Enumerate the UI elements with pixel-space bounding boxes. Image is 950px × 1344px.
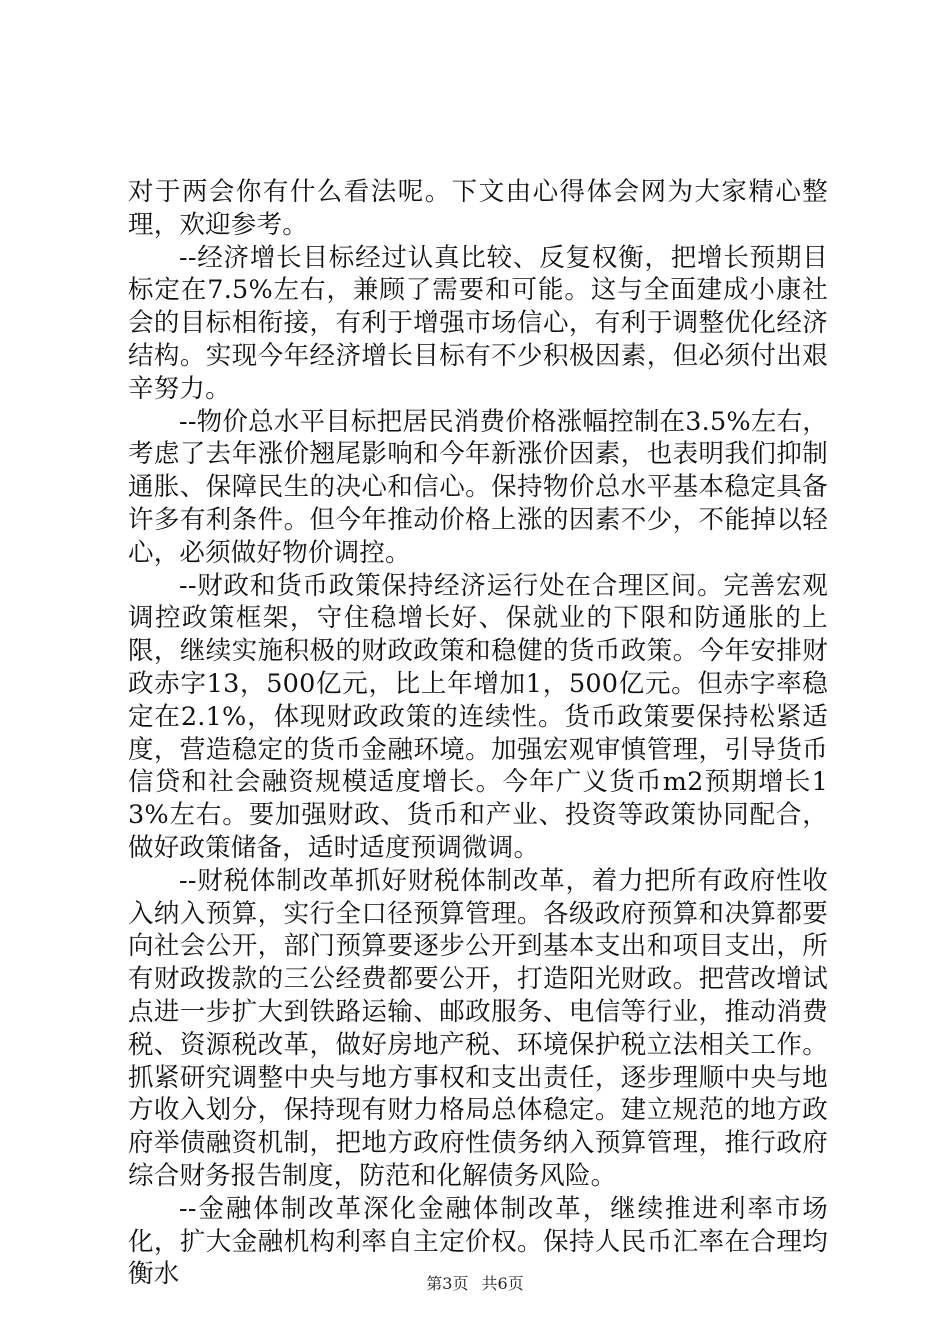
page-number: 第3页 <box>426 1274 469 1293</box>
document-body <box>128 176 828 1291</box>
paragraph-intro: 对于两会你有什么看法呢。下文由心得体会网为大家精心整理，欢迎参考。 <box>128 177 828 240</box>
paragraph-fiscal-monetary: --财政和货币政策保持经济运行处在合理区间。完善宏观调控政策框架，守住稳增长好、保就业的下限和防通胀的上限，继续实施积极的财政政策和稳健的货币政策。今年安排财政赤字13，500亿元，比上年增加1，500亿元。但赤字率稳定在2.1%，体现财政政策的连续性。货币政策要保持松紧适度，营造稳定的货币金融环境。加强宏观审慎管理，引导货币信贷和社会融资规模适度增长。今年广义货币m2预期增长13%左右。要加强财政、货币和产业、投资等政策协同配合，做好政策储备，适时适度预调微调。 <box>128 570 828 863</box>
paragraph-economic-growth: --经济增长目标经过认真比较、反复权衡，把增长预期目标定在7.5%左右，兼顾了需要和可能。这与全面建成小康社会的目标相衔接，有利于增强市场信心，有利于调整优化经济结构。实现今年经济增长目标有不少积极因素，但必须付出艰辛努力。 <box>128 242 828 404</box>
paragraph-tax-reform: --财税体制改革抓好财税体制改革，着力把所有政府性收入纳入预算，实行全口径预算管理。各级政府预算和决算都要向社会公开，部门预算要逐步公开到基本支出和项目支出，所有财政拨款的三公经费都要公开，打造阳光财政。把营改增试点进一步扩大到铁路运输、邮政服务、电信等行业，推动消费税、资源税改革，做好房地产税、环境保护税立法相关工作。抓紧研究调整中央与地方事权和支出责任，逐步理顺中央与地方收入划分，保持现有财力格局总体稳定。建立规范的地方政府举债融资机制，把地方政府性债务纳入预算管理，推行政府综合财务报告制度，防范和化解债务风险。 <box>128 865 828 1191</box>
paragraph-financial-reform: --金融体制改革深化金融体制改革，继续推进利率市场化，扩大金融机构利率自主定价权。保持人民币汇率在合理均衡水 <box>128 1193 828 1290</box>
page-footer <box>0 1274 950 1294</box>
paragraph-price-level: --物价总水平目标把居民消费价格涨幅控制在3.5%左右，考虑了去年涨价翘尾影响和今年新涨价因素，也表明我们抑制通胀、保障民生的决心和信心。保持物价总水平基本稳定具备许多有利条件。但今年推动价格上涨的因素不少，不能掉以轻心，必须做好物价调控。 <box>128 406 828 568</box>
page-total: 共6页 <box>481 1274 524 1293</box>
